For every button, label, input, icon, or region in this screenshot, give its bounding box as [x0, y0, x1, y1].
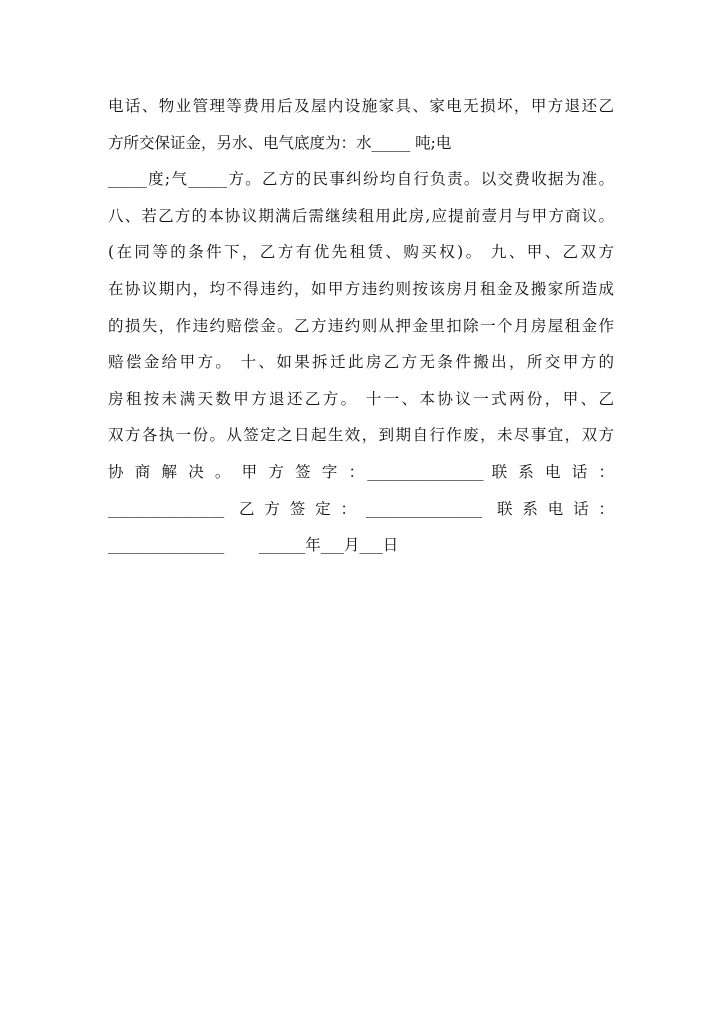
- text-line: 房租按未满天数甲方退还乙方。 十一、本协议一式两份，甲、乙: [108, 389, 614, 408]
- text-line: 的损失，作违约赔偿金。乙方违约则从押金里扣除一个月房屋租金作: [108, 316, 614, 335]
- text-line: 双方各执一份。从签定之日起生效，到期自行作废，未尽事宜，双方: [108, 426, 614, 445]
- text-line: 电话、物业管理等费用后及屋内设施家具、家电无损坏，甲方退还乙: [108, 97, 614, 115]
- text-line: 在协议期内，均不得违约，如甲方违约则按该房月租金及搬家所造成: [108, 279, 614, 298]
- text-line: 方所交保证金，另水、电气底度为：水_____ 吨;电: [108, 133, 452, 152]
- date-line: _______________ ______年___月___日: [108, 536, 399, 555]
- text-line: _____度;气_____方。乙方的民事纠纷均自行负责。以交费收据为准。: [108, 170, 614, 189]
- text-line: 八、若乙方的本协议期满后需继续租用此房,应提前壹月与甲方商议。: [108, 206, 614, 225]
- signature-line-party-b: _______________ 乙方签定：_______________ 联系电话：: [108, 499, 614, 518]
- contract-body-text: [108, 88, 614, 564]
- signature-line-party-a: 协 商 解 决 。 甲 方 签 字 ：_______________ 联 系 电 话 ：: [108, 462, 614, 481]
- text-line: (在同等的条件下，乙方有优先租赁、购买权)。 九、甲、乙双方: [108, 243, 614, 262]
- text-line: 赔偿金给甲方。 十、如果拆迁此房乙方无条件搬出，所交甲方的: [108, 353, 614, 372]
